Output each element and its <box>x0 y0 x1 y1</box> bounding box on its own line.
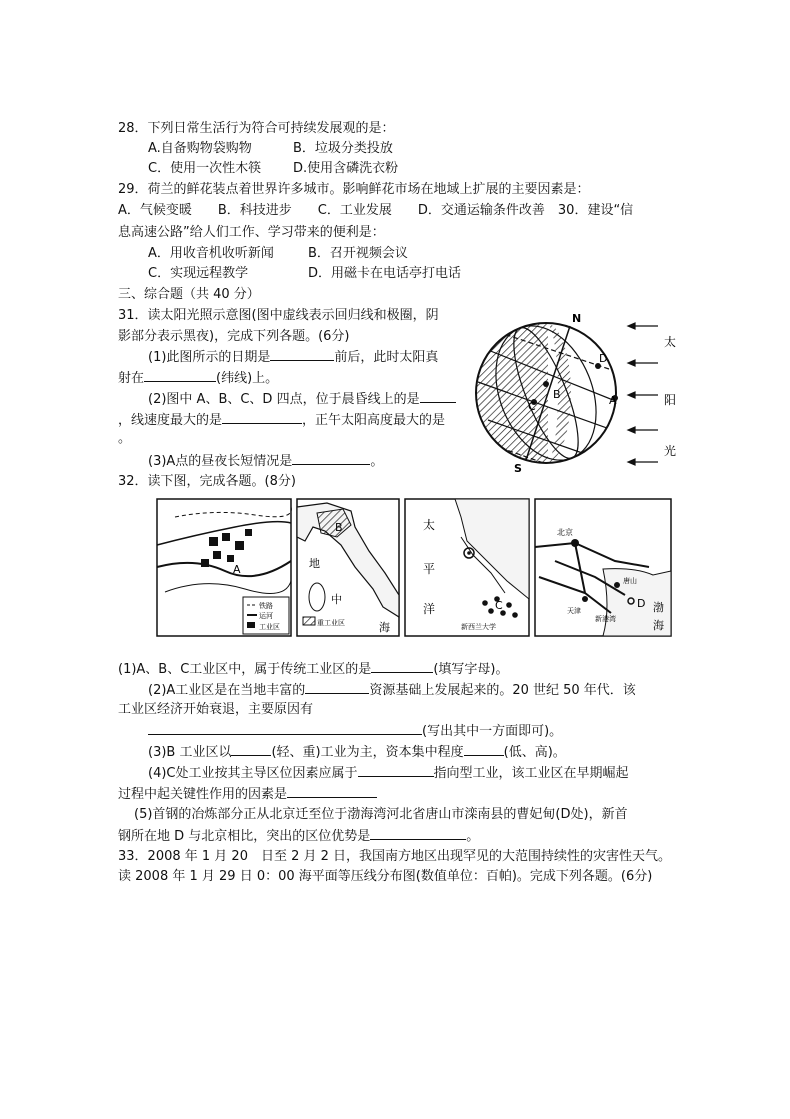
legend-industry: 工业区 <box>259 623 280 631</box>
answer-blank[interactable] <box>287 785 377 798</box>
q28-option-b: B．垃圾分类投放 <box>293 141 393 156</box>
map4-label-beijing: 北京 <box>557 528 573 537</box>
q32-sub2-line3: (写出其中一方面即可)。 <box>148 722 562 741</box>
map2-legend: 重工业区 <box>317 619 345 627</box>
q28-option-c: C．使用一次性木筷 <box>148 161 262 176</box>
q32-sub4-line1: (4)C处工业按其主导区位因素应属于 指向型工业，该工业区在早期崛起 <box>148 766 629 781</box>
arrow-head <box>628 323 635 329</box>
q30-option-b: B．召开视频会议 <box>308 246 408 261</box>
map2-label-mid: 中 <box>331 593 342 606</box>
map4-label-port: 新港湾 <box>595 615 616 623</box>
answer-blank[interactable] <box>270 348 334 361</box>
map1-label-a: A <box>233 563 241 576</box>
q31-sub2-line1: (2)图中 A、B、C、D 四点，位于晨昏线上的是 <box>148 390 456 409</box>
industry-block <box>213 551 221 559</box>
industry-block <box>209 537 218 546</box>
q32-sub5-line1: (5)首钢的冶炼部分正从北京迁至位于渤海湾河北省唐山市滦南县的曹妃甸(D处)，新首 <box>134 807 628 822</box>
q31-stem-line2: 影部分表示黑夜)，完成下列各题。(6分) <box>118 329 350 344</box>
q31-sub1-line2: 射在 (纬线)上。 <box>118 371 279 386</box>
answer-blank[interactable] <box>144 369 216 382</box>
q31-sub2-end: 。 <box>118 431 132 446</box>
industry-dot <box>512 612 518 618</box>
q33-line2: 读 2008 年 1 月 29 日 0：00 海平面等压线分布图(数值单位：百帕)。完成下列各题。(6分) <box>118 869 653 884</box>
q32-sub3: (3)B 工业区以 (轻、重)工业为主，资本集中程度 (低、高)。 <box>148 745 566 760</box>
island <box>309 583 325 611</box>
legend-industry-swatch <box>247 622 255 628</box>
arrow-head <box>628 427 635 433</box>
industry-block <box>222 533 230 541</box>
industry-block <box>235 541 244 550</box>
map4-label-tangshan: 唐山 <box>623 577 637 585</box>
map2-label-b: B <box>335 521 343 534</box>
q31-sub3: (3)A点的昼夜长短情况是 。 <box>148 454 384 469</box>
map3-label-tai: 太 <box>423 518 436 532</box>
answer-blank[interactable] <box>148 722 422 735</box>
arrow-head <box>628 360 635 366</box>
industry-dot <box>482 600 488 606</box>
answer-blank[interactable] <box>464 743 504 756</box>
industrial-regions-maps <box>155 497 675 639</box>
sun-label-3: 光 <box>664 444 677 458</box>
answer-blank[interactable] <box>370 827 466 840</box>
map4-label-d: D <box>637 597 646 610</box>
globe-label-d: D <box>599 352 608 365</box>
map4-label-tianjin: 天津 <box>567 607 581 615</box>
globe-label-s: S <box>514 462 522 475</box>
q28-option-d: D.使用含磷洗衣粉 <box>293 161 399 176</box>
q32-sub4-line2: 过程中起关键性作用的因素是 <box>118 785 377 804</box>
answer-blank[interactable] <box>222 411 302 424</box>
map2-label-land: 地 <box>309 557 320 570</box>
map3-label-ping: 平 <box>423 562 436 576</box>
q32-sub1: (1)A、B、C工业区中，属于传统工业区的是 (填写字母)。 <box>118 662 509 677</box>
section-heading: 三、综合题（共 40 分） <box>118 287 260 302</box>
beijing-dot <box>571 539 579 547</box>
arrow-head <box>628 459 635 465</box>
q31-stem-line1: 31．读太阳光照示意图(图中虚线表示回归线和极圈，阴 <box>118 308 439 323</box>
q31-sub1-line1: (1)此图所示的日期是 前后，此时太阳真 <box>148 350 439 365</box>
globe-label-n: N <box>572 312 582 325</box>
sunlight-globe-figure <box>468 310 688 480</box>
q30-stem: 息高速公路”给人们工作、学习带来的便利是： <box>118 225 385 240</box>
industry-dot <box>506 602 512 608</box>
q32-sub2-line2: 工业区经济开始衰退，主要原因有 <box>118 702 314 717</box>
answer-blank[interactable] <box>420 390 456 403</box>
q32-sub5-line2: 钢所在地 D 与北京相比，突出的区位优势是 。 <box>118 829 480 844</box>
answer-blank[interactable] <box>231 743 271 756</box>
q31-sub2-line2: ，线速度最大的是 ，正午太阳高度最大的是 <box>118 413 446 428</box>
sun-label-2: 阳 <box>664 393 677 407</box>
map2-label-sea: 海 <box>379 621 390 634</box>
answer-blank[interactable] <box>305 681 369 694</box>
arrow-head <box>628 392 635 398</box>
industry-block <box>227 555 234 562</box>
point-b-marker <box>543 381 549 387</box>
q30-option-c: C．实现远程教学 <box>148 266 249 281</box>
map3-caption: 新西兰大学 <box>461 623 496 631</box>
q33-line1: 33．2008 年 1 月 20 日至 2 月 2 日，我国南方地区出现罕见的大范围持续性的灾害性天气。 <box>118 849 672 864</box>
legend-heavy-swatch <box>303 617 315 625</box>
industry-block <box>245 529 252 536</box>
map3-label-yang: 洋 <box>423 602 436 616</box>
q30-option-d: D．用磁卡在电话亭打电话 <box>308 266 462 281</box>
city-marker-dot <box>467 551 471 555</box>
legend-canal: 运河 <box>259 612 273 620</box>
maps-svg <box>155 497 675 639</box>
q32-sub2-line1: (2)A工业区是在当地丰富的 资源基础上发展起来的。20 世纪 50 年代．该 <box>148 683 636 698</box>
answer-blank[interactable] <box>371 660 433 673</box>
map4-label-bo: 渤 <box>653 601 664 614</box>
q29-options: A．气候变暖 B．科技进步 C．工业发展 D．交通运输条件改善 30．建设“信 <box>118 203 634 218</box>
q28-stem: 28．下列日常生活行为符合可持续发展观的是： <box>118 121 395 136</box>
answer-blank[interactable] <box>358 764 434 777</box>
globe-label-c: C <box>528 400 536 413</box>
q28-option-a: A.自备购物袋购物 <box>148 141 252 156</box>
sun-label-1: 太 <box>664 335 677 349</box>
q30-option-a: A．用收音机收听新闻 <box>148 246 274 261</box>
tangshan-dot <box>614 582 620 588</box>
answer-blank[interactable] <box>292 452 370 465</box>
tianjin-dot <box>582 596 588 602</box>
q32-stem: 32．读下图，完成各题。(8分) <box>118 474 296 489</box>
legend-railway: 铁路 <box>259 602 273 610</box>
industry-dot <box>488 608 494 614</box>
map4-label-hai: 海 <box>653 619 664 632</box>
globe-diagram <box>468 310 688 480</box>
globe-label-b: B <box>553 388 561 401</box>
globe-label-a: A <box>609 394 617 407</box>
q29-stem: 29．荷兰的鲜花装点着世界许多城市。影响鲜花市场在地域上扩展的主要因素是： <box>118 182 590 197</box>
industry-block <box>201 559 209 567</box>
map3-label-c: C <box>495 599 503 612</box>
